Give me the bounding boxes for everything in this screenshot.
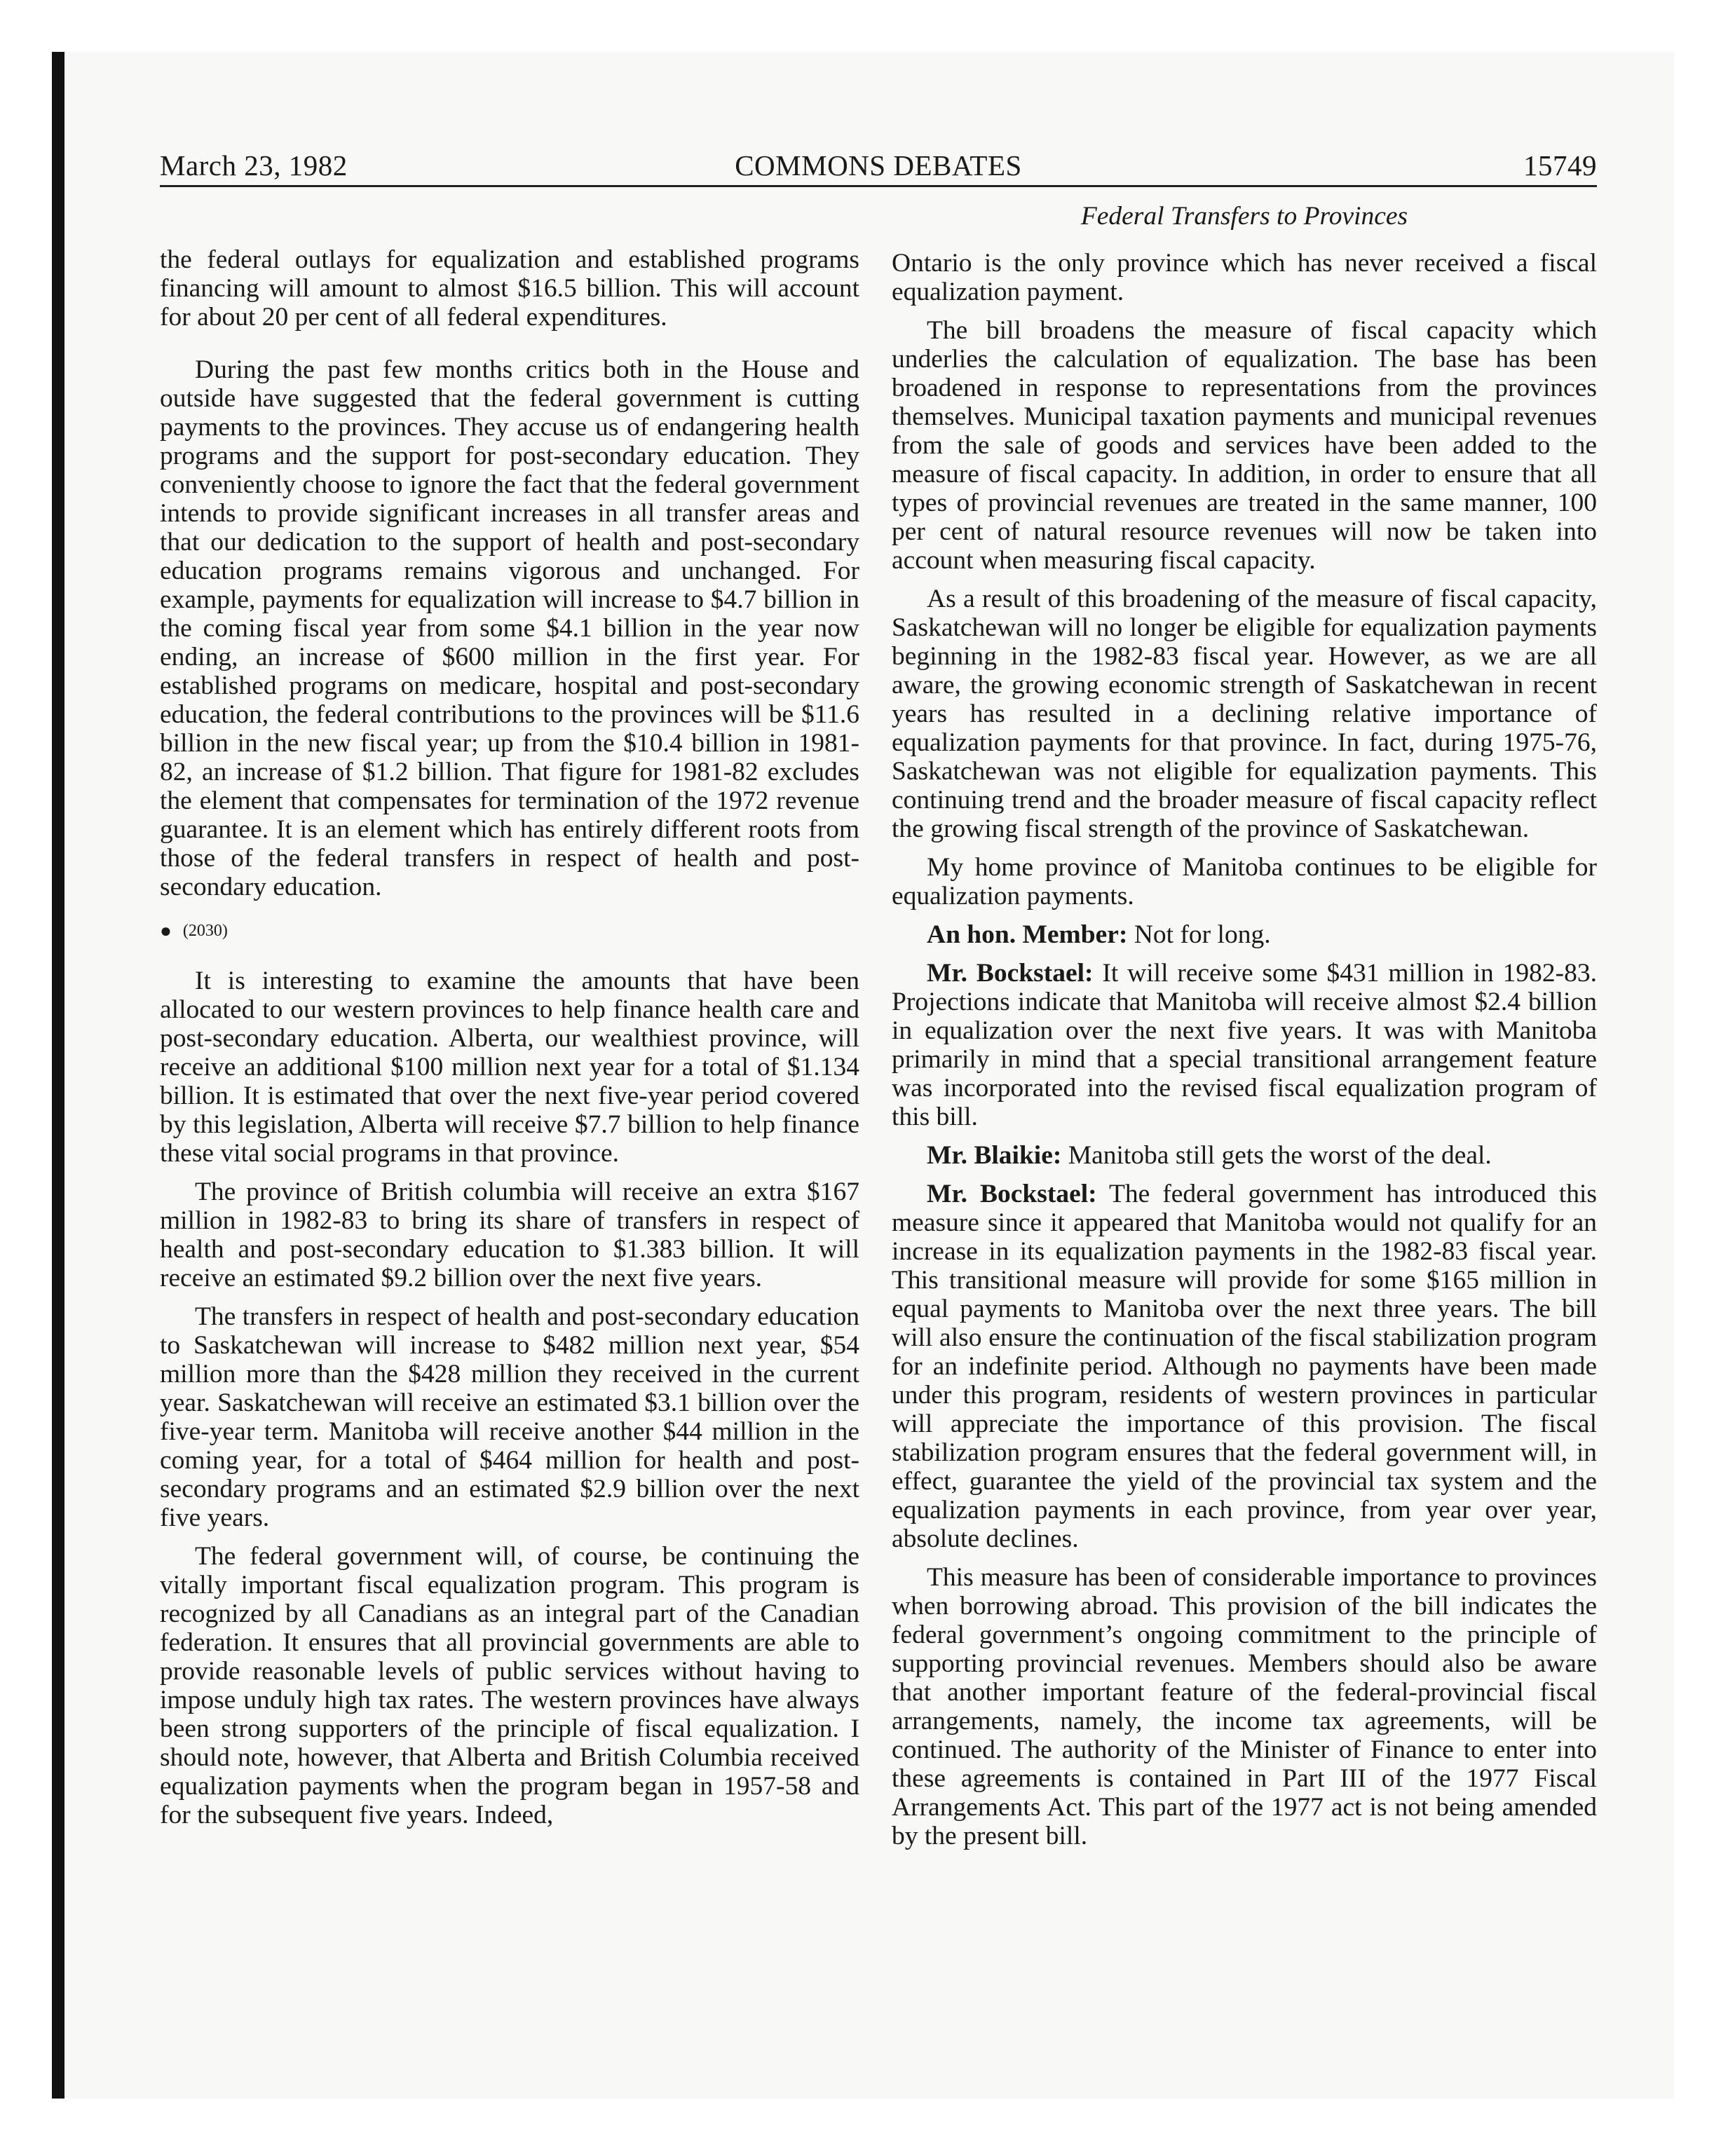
- paragraph: The transfers in respect of health and post-secondary education to Saskatchewan will increase to $482 million next year, $54 million more than the $428 million they received in the current year. Saskatchewan will receive an estimated $3.1 billion over the five-year term. Manitoba will receive another $44 million in the coming year, for a total of $464 million for health and post-secondary programs and an estimated $2.9 billion over the next five years.: [160, 1302, 859, 1532]
- speech-text: Not for long.: [1127, 920, 1271, 949]
- header-date: March 23, 1982: [160, 149, 348, 182]
- speech-text: Manitoba still gets the worst of the deal.: [1061, 1141, 1492, 1170]
- header-rule: [160, 185, 1597, 187]
- paragraph: It is interesting to examine the amounts that have been allocated to our western provinces to help finance health care and post-secondary education. Alberta, our wealthiest province, will receive an additional $100 million next year for a total of $1.134 billion. It is estimated that over the next five-year period covered by this legislation, Alberta will receive $7.7 billion to help finance these vital social programs in that province.: [160, 967, 859, 1168]
- speaker-name: Mr. Bockstael:: [927, 959, 1094, 988]
- bullet-icon: ●: [160, 920, 172, 942]
- header-publication: COMMONS DEBATES: [735, 149, 1022, 182]
- scan-border: [52, 52, 64, 2099]
- speaker-name: Mr. Blaikie:: [927, 1141, 1062, 1170]
- speaker-name: Mr. Bockstael:: [927, 1180, 1097, 1208]
- speech: [892, 959, 1597, 1131]
- section-subheading: Federal Transfers to Provinces: [1080, 202, 1408, 231]
- paragraph: the federal outlays for equalization and established programs financing will amount to almost $16.5 billion. This will account for about 20 per cent of all federal expenditures.: [160, 245, 859, 332]
- paragraph: During the past few months critics both in the House and outside have suggested that the federal government is cutting payments to the provinces. They accuse us of endangering health programs and the support for post-secondary education. They conveniently choose to ignore the fact that the federal government intends to provide significant increases in all transfer areas and that our dedication to the support of health and post-secondary education programs remains vigorous and unchanged. For example, payments for equalization will increase to $4.7 billion in the coming fiscal year from some $4.1 billion in the year now ending, an increase of $600 million in the first year. For established programs on medicare, hospital and post-secondary education, the federal contributions to the provinces will be $11.6 billion in the new fiscal year; up from the $10.4 billion in 1981-82, an increase of $1.2 billion. That figure for 1981-82 excludes the element that compensates for termination of the 1972 revenue guarantee. It is an element which has entirely different roots from those of the federal transfers in respect of health and post-secondary education.: [160, 355, 859, 901]
- speech: [892, 920, 1597, 949]
- paragraph: Ontario is the only province which has never received a fiscal equalization payment.: [892, 249, 1597, 306]
- paragraph: This measure has been of considerable importance to provinces when borrowing abroad. This provision of the bill indicates the federal government’s ongoing commitment to the principle of supporting provincial revenues. Members should also be aware that another important feature of the federal-provincial fiscal arrangements, namely, the income tax agreements, will be continued. The authority of the Minister of Finance to enter into these agreements is contained in Part III of the 1977 Fiscal Arrangements Act. This part of the 1977 act is not being amended by the present bill.: [892, 1563, 1597, 1850]
- right-column: [892, 202, 1597, 1860]
- page-header: [160, 149, 1597, 191]
- speech-text: The federal government has introduced this measure since it appeared that Manitoba would not qualify for an increase in its equalization payments in the 1982-83 fiscal year. This transitional measure will provide for some $165 million in equal payments to Manitoba over the next three years. The bill will also ensure the continuation of the fiscal stabilization program for an indefinite period. Although no payments have been made under this program, residents of western provinces in particular will appreciate the importance of this provision. The fiscal stabilization program ensures that the federal government will, in effect, guarantee the yield of the provincial tax system and the equalization payments in each province, from year over year, absolute declines.: [892, 1180, 1597, 1553]
- paragraph: As a result of this broadening of the measure of fiscal capacity, Saskatchewan will no longer be eligible for equalization payments beginning in the 1982-83 fiscal year. However, as we are all aware, the growing economic strength of Saskatchewan in recent years has resulted in a declining relative importance of equalization payments for that province. In fact, during 1975-76, Saskatchewan was not eligible for equalization payments. This continuing trend and the broader measure of fiscal capacity reflect the growing fiscal strength of the province of Saskatchewan.: [892, 585, 1597, 843]
- speaker-name: An hon. Member:: [927, 920, 1128, 949]
- speech: [892, 1141, 1597, 1170]
- speech: [892, 1180, 1597, 1553]
- paragraph: The federal government will, of course, be continuing the vitally important fiscal equalization program. This program is recognized by all Canadians as an integral part of the Canadian federation. It ensures that all provincial governments are able to provide reasonable levels of public services without having to impose unduly high tax rates. The western provinces have always been strong supporters of the principle of fiscal equalization. I should note, however, that Alberta and British Columbia received equalization payments when the program began in 1957-58 and for the subsequent five years. Indeed,: [160, 1542, 859, 1829]
- paragraph: The province of British columbia will receive an extra $167 million in 1982-83 to bring its share of transfers in respect of health and post-secondary education to $1.383 billion. It will receive an estimated $9.2 billion over the next five years.: [160, 1178, 859, 1292]
- time-marker: [160, 917, 859, 946]
- speech-text: It will receive some $431 million in 1982-83. Projections indicate that Manitoba will receive almost $2.4 billion in equalization over the next five years. It was with Manitoba primarily in mind that a special transitional arrangement feature was incorporated into the revised fiscal equalization program of this bill.: [892, 959, 1597, 1131]
- paragraph: My home province of Manitoba continues to be eligible for equalization payments.: [892, 853, 1597, 910]
- time-marker-label: (2030): [182, 922, 228, 940]
- paragraph: The bill broadens the measure of fiscal capacity which underlies the calculation of equalization. The base has been broadened in response to representations from the provinces themselves. Municipal taxation payments and municipal revenues from the sale of goods and services have been added to the measure of fiscal capacity. In addition, in order to ensure that all types of provincial revenues are treated in the same manner, 100 per cent of natural resource revenues will now be taken into account when measuring fiscal capacity.: [892, 316, 1597, 575]
- left-column: [160, 245, 859, 1839]
- header-page-number: 15749: [1523, 149, 1597, 182]
